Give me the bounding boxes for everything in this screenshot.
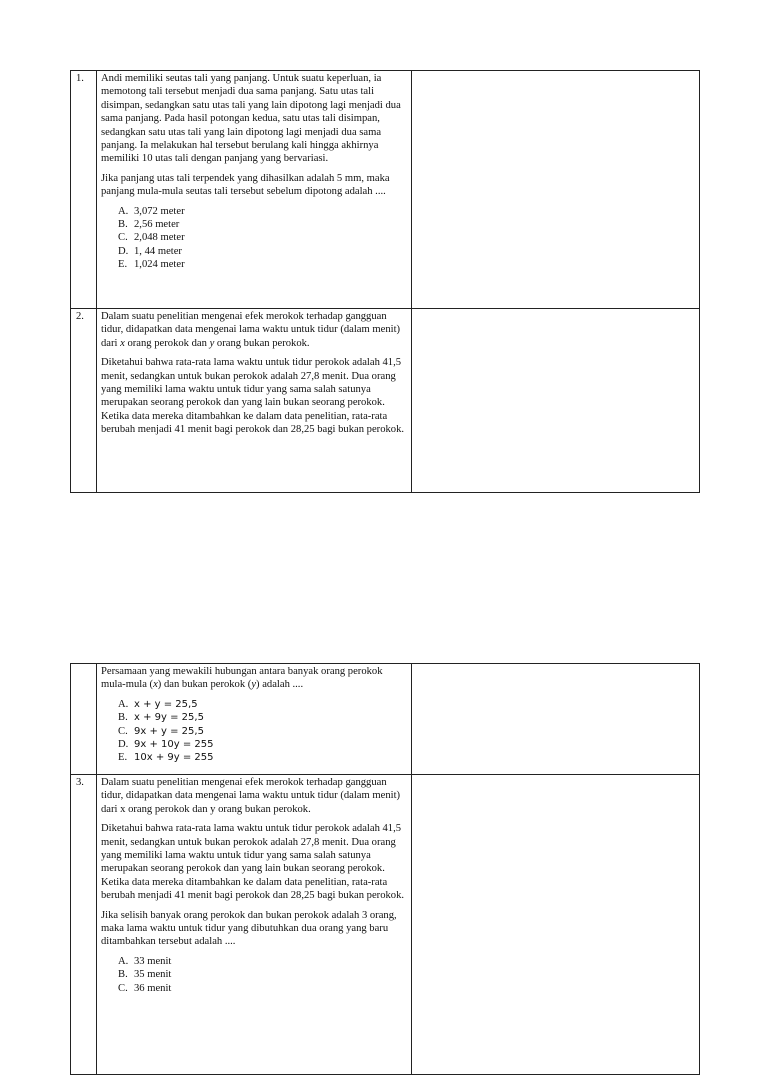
option-text: 2,56 meter bbox=[134, 219, 180, 231]
option-label: C. bbox=[118, 232, 128, 244]
answer-option bbox=[118, 698, 407, 711]
option-label: B. bbox=[118, 969, 128, 981]
option-text: 1, 44 meter bbox=[134, 245, 182, 257]
option-label: C. bbox=[118, 982, 128, 994]
answer-option bbox=[118, 711, 407, 724]
question-number-cell bbox=[71, 309, 97, 493]
option-equation: 9x + 10y = 255 bbox=[134, 739, 214, 751]
answer-option bbox=[118, 205, 407, 218]
question-text-cell bbox=[97, 664, 412, 775]
question-text-cell bbox=[97, 309, 412, 493]
option-text: 36 menit bbox=[134, 982, 172, 994]
answer-option bbox=[118, 982, 407, 995]
option-text: 2,048 meter bbox=[134, 232, 185, 244]
question-row-continuation bbox=[71, 664, 700, 775]
answer-option bbox=[118, 258, 407, 271]
question-row-3 bbox=[71, 775, 700, 1075]
text-run: ) dan bukan perokok ( bbox=[157, 679, 252, 691]
question-number-cell bbox=[71, 775, 97, 1075]
option-text: 35 menit bbox=[134, 969, 172, 981]
answer-cell bbox=[412, 664, 700, 775]
question-paragraph bbox=[101, 665, 407, 692]
variable-y: y bbox=[251, 679, 257, 691]
option-label: E. bbox=[118, 259, 128, 271]
option-text: 1,024 meter bbox=[134, 259, 185, 271]
question-row-1 bbox=[71, 71, 700, 309]
option-equation: x + y = 25,5 bbox=[134, 698, 198, 710]
question-paragraph: Diketahui bahwa rata-rata lama waktu untuk tidur perokok adalah 41,5 menit, sedangkan untuk bukan perokok adalah 27,8 menit. Dua orang yang memiliki lama waktu untuk tidur yang sama salah satunya merupakan seorang perokok dan yang lain bukan seorang perokok. Ketika data mereka ditambahkan ke dalam data penelitian, rata-rata berubah menjadi 41 menit bagi perokok dan 28,25 bagi bukan perokok. bbox=[101, 823, 405, 902]
variable-x: x bbox=[153, 679, 158, 691]
text-run: ) adalah .... bbox=[256, 679, 304, 691]
option-text: 33 menit bbox=[134, 955, 172, 967]
answer-option bbox=[118, 751, 407, 764]
answer-options bbox=[101, 955, 407, 995]
option-label: B. bbox=[118, 219, 128, 231]
answer-options bbox=[101, 205, 407, 272]
option-label: D. bbox=[118, 245, 129, 257]
question-paragraph bbox=[101, 310, 407, 350]
answer-cell bbox=[412, 71, 700, 309]
option-equation: 9x + y = 25,5 bbox=[134, 725, 204, 737]
answer-cell bbox=[412, 775, 700, 1075]
answer-option bbox=[118, 725, 407, 738]
question-text-cell bbox=[97, 775, 412, 1075]
answer-option bbox=[118, 245, 407, 258]
question-paragraph: Andi memiliki seutas tali yang panjang. Untuk suatu keperluan, ia memotong tali tersebut menjadi dua sama panjang. Satu utas tali disimpan, sedangkan satu utas tali yang lain dipotong lagi menjadi dua sama panjang. Pada hasil potongan kedua, satu utas tali disimpan, sedangkan satu utas tali yang lain dipotong lagi menjadi dua sama panjang. Ia melakukan hal tersebut berulang kali hingga akhirnya memiliki 10 utas tali dengan panjang yang bervariasi. bbox=[101, 73, 401, 165]
question-number: 2. bbox=[76, 311, 84, 322]
text-run: orang bukan perokok. bbox=[214, 337, 310, 349]
option-text: 3,072 meter bbox=[134, 205, 185, 217]
option-label: A. bbox=[118, 698, 129, 710]
answer-option bbox=[118, 231, 407, 244]
question-number-cell bbox=[71, 664, 97, 775]
answer-options bbox=[101, 698, 407, 765]
answer-cell bbox=[412, 309, 700, 493]
text-run: Persamaan yang mewakili hubungan antara banyak orang perokok mula-mula ( bbox=[101, 666, 383, 691]
question-paragraph: Jika selisih banyak orang perokok dan bukan perokok adalah 3 orang, maka lama waktu untuk tidur yang dibutuhkan dua orang yang baru ditambahkan tersebut adalah .... bbox=[101, 909, 397, 948]
question-text-cell bbox=[97, 71, 412, 309]
option-label: A. bbox=[118, 955, 129, 967]
variable-y: y bbox=[209, 337, 215, 349]
answer-option bbox=[118, 955, 407, 968]
question-number: 1. bbox=[76, 73, 84, 84]
option-label: C. bbox=[118, 725, 128, 737]
option-label: D. bbox=[118, 739, 129, 751]
question-paragraph: Diketahui bahwa rata-rata lama waktu untuk tidur perokok adalah 41,5 menit, sedangkan untuk bukan perokok adalah 27,8 menit. Dua orang yang memiliki lama waktu untuk tidur yang sama salah satunya merupakan seorang perokok dan yang lain bukan seorang perokok. Ketika data mereka ditambahkan ke dalam data penelitian, rata-rata berubah menjadi 41 menit bagi perokok dan 28,25 bagi bukan perokok. bbox=[101, 357, 405, 436]
option-label: A. bbox=[118, 205, 129, 217]
question-row-2 bbox=[71, 309, 700, 493]
variable-x: x bbox=[120, 337, 125, 349]
question-table-2 bbox=[70, 663, 700, 1075]
text-run: orang perokok dan bbox=[124, 337, 210, 349]
answer-option bbox=[118, 968, 407, 981]
question-table-1 bbox=[70, 70, 700, 493]
question-paragraph: Dalam suatu penelitian mengenai efek merokok terhadap gangguan tidur, didapatkan data mengenai lama waktu untuk tidur (dalam menit) dari x orang perokok dan y orang bukan perokok. bbox=[101, 777, 401, 815]
option-equation: x + 9y = 25,5 bbox=[134, 712, 204, 724]
text-run: Dalam suatu penelitian mengenai efek merokok terhadap gangguan tidur, didapatkan data mengenai lama waktu untuk tidur (dalam menit) dari bbox=[101, 311, 401, 349]
answer-option bbox=[118, 738, 407, 751]
option-label: E. bbox=[118, 752, 128, 764]
option-label: B. bbox=[118, 712, 128, 724]
question-number-cell bbox=[71, 71, 97, 309]
answer-option bbox=[118, 218, 407, 231]
option-equation: 10x + 9y = 255 bbox=[134, 752, 214, 764]
question-paragraph: Jika panjang utas tali terpendek yang dihasilkan adalah 5 mm, maka panjang mula-mula seutas tali tersebut sebelum dipotong adalah .... bbox=[101, 172, 390, 198]
question-number: 3. bbox=[76, 777, 84, 788]
